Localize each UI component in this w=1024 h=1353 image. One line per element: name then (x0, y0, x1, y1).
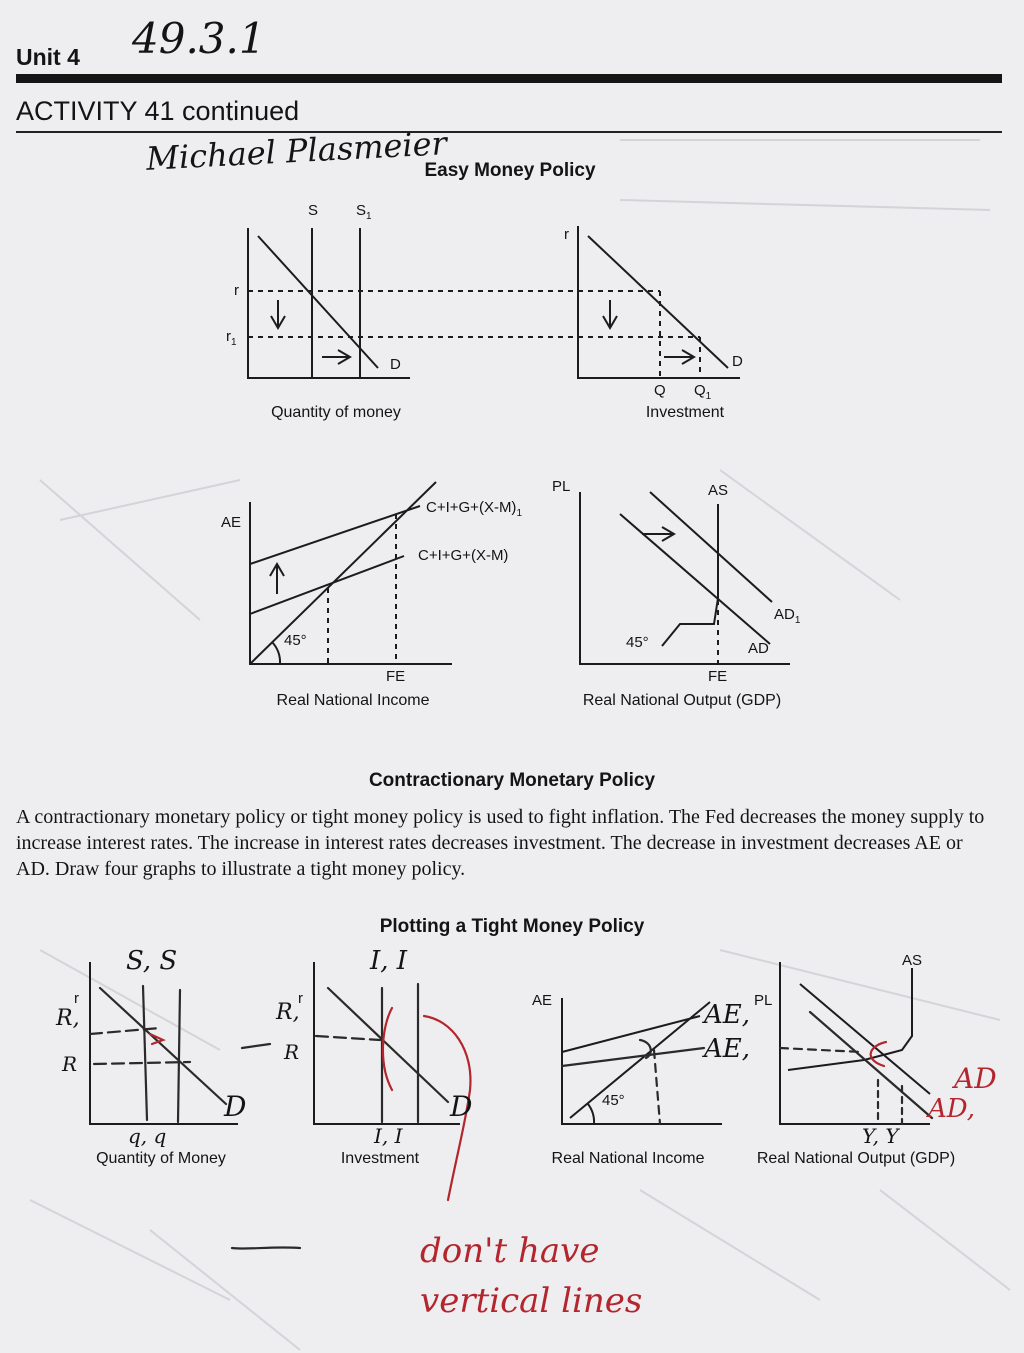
tight-graph-ad-as (242, 962, 932, 1124)
tight-graph-money (90, 962, 238, 1124)
tight1-hw-D: D (224, 1090, 247, 1123)
tight2-caption: Investment (340, 1150, 420, 1167)
tight1-caption: Quantity of Money (96, 1150, 226, 1167)
tight3-label-45: 45° (602, 1092, 625, 1109)
label-D: D (390, 356, 401, 373)
tight1-hw-top: S, S (126, 946, 178, 976)
label-AD: AD (748, 640, 769, 657)
label-AE: AE (221, 514, 242, 531)
tight1-hw-left-bottom: R (62, 1052, 78, 1076)
stray-mark (232, 1247, 300, 1248)
tight4-hw-ad1: AD, (928, 1094, 975, 1124)
tight2-hw-left-bottom: R (284, 1040, 300, 1064)
tight2-hw-bottom: I, I (374, 1124, 403, 1148)
student-name: Michael Plasmeier (145, 124, 448, 178)
tight3-hw-ae2: AE, (704, 1034, 751, 1064)
tight3-hw-ae1: AE, (704, 1000, 751, 1030)
label-FE: FE (708, 668, 728, 685)
label-45: 45° (626, 634, 649, 651)
activity-title: ACTIVITY 41 continued (16, 96, 300, 126)
contractionary-title: Contractionary Monetary Policy (368, 770, 656, 791)
contractionary-paragraph: A contractionary monetary policy or tight money policy is used to fight inflation. The Fed decreases the money supply to increase interest rates. The increase in interest rates decreases investment. The decrease in investment decreases AE or AD. Draw four graphs to illustrate a tight money policy. (16, 806, 985, 880)
caption-real-national-income: Real National Income (276, 692, 430, 709)
label-D: D (732, 353, 743, 370)
tight3-label-AE: AE (532, 992, 553, 1009)
label-r: r (564, 226, 569, 243)
tight2-label-r: r (298, 990, 303, 1007)
tight2-hw-top: I, I (370, 946, 408, 976)
label-ae1: $C+I+G+(X-M)_1$ (426, 499, 522, 519)
tight4-label-PL: PL (754, 992, 773, 1009)
tight3-caption: Real National Income (551, 1150, 705, 1167)
caption-quantity-of-money: Quantity of money (271, 404, 401, 421)
tight1-label-r: r (74, 990, 79, 1007)
label-S1: $S_1$ (356, 202, 372, 222)
label-ae: C+I+G+(X-M) (418, 547, 509, 564)
tight1-hw-left-top: R, (56, 1006, 80, 1031)
label-AD1: $AD_1$ (774, 606, 801, 626)
label-r1: $r_1$ (226, 328, 237, 348)
handwritten-score: 49.3.1 (132, 14, 266, 63)
tight4-hw-ad: AD (954, 1062, 997, 1095)
tight4-caption: Real National Output (GDP) (756, 1150, 956, 1167)
teacher-comment: don't have vertical lines (420, 1231, 643, 1321)
tight4-label-AS: AS (902, 952, 923, 969)
caption-real-national-output: Real National Output (GDP) (582, 692, 782, 709)
tight2-hw-left-top: R, (276, 1000, 300, 1025)
tight2-hw-D: D (450, 1090, 473, 1123)
label-AS: AS (708, 482, 729, 499)
label-PL: PL (552, 478, 571, 495)
label-Q1: $Q_1$ (694, 382, 712, 402)
tight4-hw-bottom: Y, Y (862, 1124, 899, 1148)
caption-investment: Investment (645, 404, 725, 421)
tight-graph-ae (562, 998, 722, 1124)
easy-money-title: Easy Money Policy (424, 160, 596, 181)
label-FE: FE (386, 668, 406, 685)
unit-label: Unit 4 (16, 44, 80, 70)
tight1-hw-bottom: q, q (128, 1124, 167, 1148)
label-S: S (308, 202, 319, 219)
tight-money-title: Plotting a Tight Money Policy (379, 916, 645, 937)
label-45: 45° (284, 632, 307, 649)
label-r: r (234, 282, 239, 299)
label-Q: Q (654, 382, 666, 399)
